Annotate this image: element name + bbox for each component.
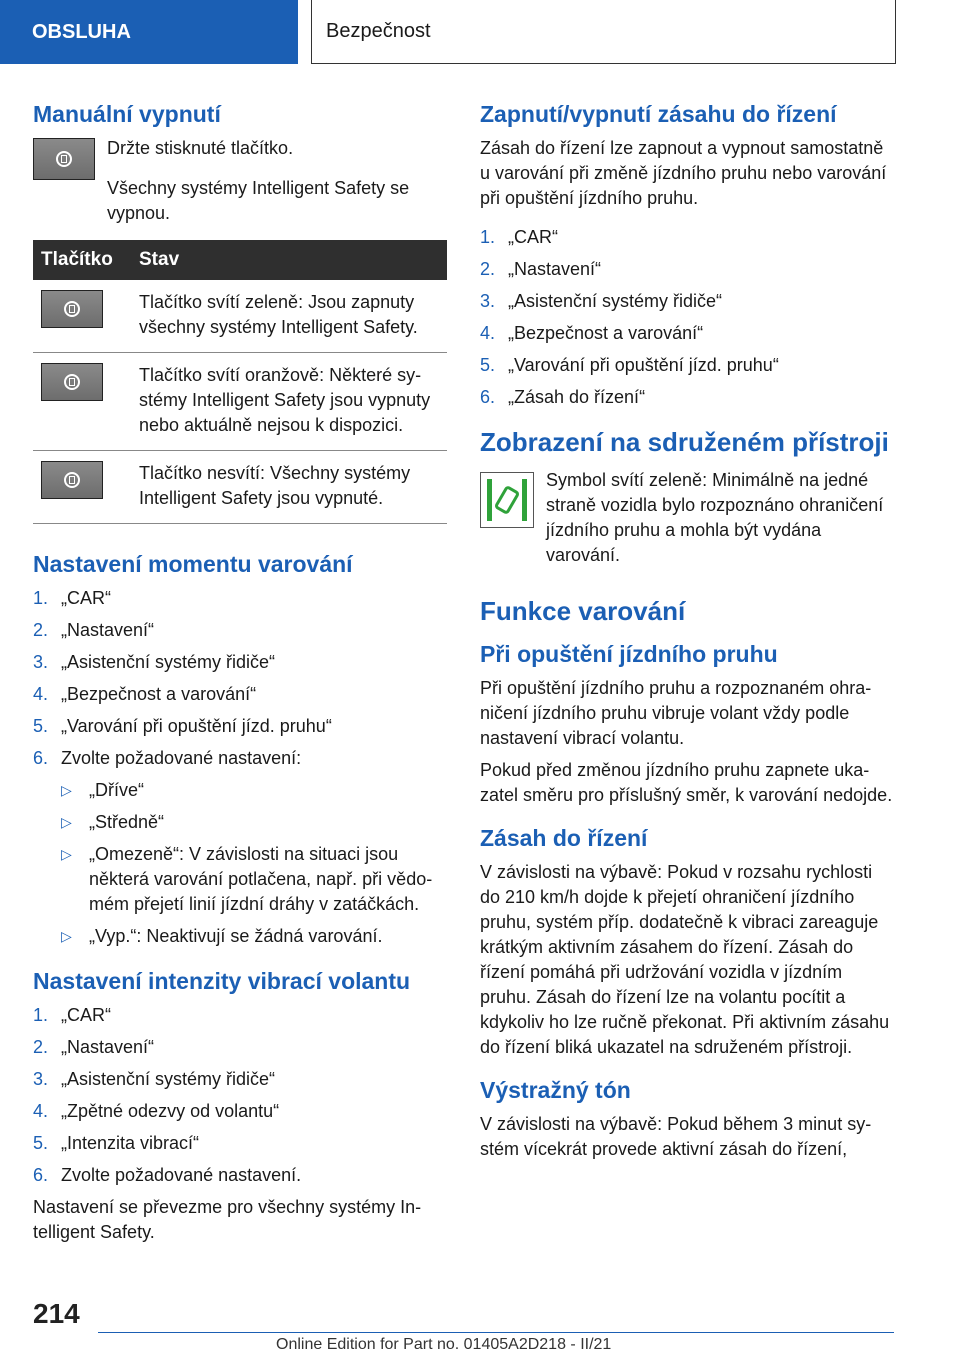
- steering-intervention-text: V závislosti na výbavě: Pokud v rozsahu rychlosti do 210 km/h dojde k přejetí ohraničení jízdního pruhu, systém příp. dodatečně k vibraci zareaguje krátkým aktivním zásahem do řízení. Zásah do řízení pomáhá při udržování vozidla v jízdním pruhu. Zásah do řízení lze na volantu pocítit a kdykoliv ho lze ručně překonat. Při aktivním zásahu do řízení bliká ukazatel na sdruženém přístroji.: [480, 862, 890, 1058]
- table-cell-state: Tlačítko svítí zeleně: Jsou zapnuty všechny systémy Intelligent Safety.: [131, 280, 447, 353]
- button-orange-icon: [41, 363, 103, 401]
- list-item: ▷ „Omezeně“: V závislosti na situaci jsou některá varování potlačena, např. při vědomém přejetí linií jízdní dráhy v zatáčkách.: [33, 842, 447, 917]
- list-item: 6. Zvolte požadované nastavení:: [33, 747, 302, 768]
- list-item: 6. Zvolte požadované nastavení.: [33, 1164, 302, 1185]
- triangle-bullet-icon: ▷: [61, 927, 72, 944]
- table-header-button: Tlačítko: [33, 240, 131, 280]
- list-item: 4. „Bezpečnost a varování“: [33, 683, 257, 704]
- page-number: 214: [33, 1298, 80, 1329]
- cluster-display-heading: Zobrazení na sdruženém přístroji: [480, 426, 889, 457]
- lane-departure-icon: [480, 472, 534, 528]
- steering-toggle-text: Zásah do řízení lze zapnout a vypnout samostatně u varování při změně jízdního pruhu nebo varování při opuštění jízdního pruhu.: [480, 137, 887, 208]
- manual-off-text-1: Držte stisknuté tlačítko.: [107, 137, 294, 158]
- left-column: [33, 100, 447, 1252]
- warning-tone-text: V závislosti na výbavě: Pokud během 3 minut systém vícekrát provede aktivní zásah do řízení,: [480, 1114, 872, 1160]
- list-item: 2. „Nastavení“: [33, 1036, 155, 1057]
- warning-moment-heading: Nastavení momentu varování: [33, 550, 353, 577]
- warning-moment-steps: [33, 586, 447, 949]
- section-title: Bezpečnost: [311, 0, 896, 64]
- vibration-intensity-steps: [33, 1003, 447, 1188]
- lane-departure-text-2: Pokud před změnou jízdního pruhu zapnete ukazatel směru pro příslušný směr, k varování nedojde.: [480, 760, 893, 806]
- list-item: 1. „CAR“: [480, 226, 558, 247]
- list-item: 5. „Varování při opuštění jízd. pruhu“: [480, 354, 779, 375]
- list-item: 6. „Zásah do řízení“: [480, 386, 646, 407]
- triangle-bullet-icon: ▷: [61, 845, 72, 862]
- steering-toggle-heading: Zapnutí/vypnutí zásahu do řízení: [480, 101, 837, 127]
- list-item: 1. „CAR“: [33, 587, 111, 608]
- table-cell-state: Tlačítko svítí oranžově: Některé systémy Intelligent Safety jsou vypnuty nebo aktuálně nejsou k dispozici.: [131, 352, 447, 450]
- warning-tone-heading: Výstražný tón: [480, 1077, 631, 1104]
- lane-departure-text-1: Při opuštění jízdního pruhu a rozpoznaném ohraničení jízdního pruhu vibruje volant vždy podle nastavení vibrací volantu.: [480, 678, 872, 749]
- vibration-intensity-note: Nastavení se převezme pro všechny systémy Intelligent Safety.: [33, 1196, 422, 1242]
- table-cell-state: Tlačítko nesvítí: Všechny systémy Intelligent Safety jsou vypnuté.: [131, 450, 447, 523]
- list-item: 2. „Nastavení“: [480, 258, 602, 279]
- chapter-tab: OBSLUHA: [0, 0, 298, 64]
- list-item: 5. „Varování při opuštění jízd. pruhu“: [33, 715, 332, 736]
- button-green-icon: [41, 290, 103, 328]
- list-item: 4. „Zpětné odezvy od volantu“: [33, 1100, 280, 1121]
- manual-off-row: [33, 136, 447, 180]
- steering-intervention-heading: Zásah do řízení: [480, 825, 648, 852]
- intelligent-safety-button-icon: [33, 138, 95, 180]
- triangle-bullet-icon: ▷: [61, 813, 72, 830]
- vibration-intensity-heading: Nastavení intenzity vibrací volantu: [33, 967, 411, 994]
- list-item: ▷ „Středně“: [33, 810, 447, 835]
- cluster-display-row: [480, 468, 894, 575]
- edition-note: Online Edition for Part no. 01405A2D218 - II/21: [276, 1336, 612, 1353]
- warning-functions-heading: Funkce varování: [480, 595, 686, 626]
- list-item: 2. „Nastavení“: [33, 619, 155, 640]
- right-column: [480, 100, 894, 1169]
- button-state-table: [33, 240, 447, 524]
- list-item: 4. „Bezpečnost a varování“: [480, 322, 704, 343]
- table-row: [33, 280, 447, 353]
- list-item: 1. „CAR“: [33, 1004, 111, 1025]
- table-row: [33, 450, 447, 523]
- list-item: ▷ „Vyp.“: Neaktivují se žádná varování.: [33, 924, 447, 949]
- lane-departure-heading: Při opuštění jízdního pruhu: [480, 641, 778, 668]
- list-item: 3. „Asistenční systémy řidiče“: [33, 1068, 276, 1089]
- steering-toggle-steps: [480, 225, 894, 410]
- manual-off-text-2: Všechny systémy Intelligent Safety se vypnou.: [107, 177, 410, 223]
- list-item: 3. „Asistenční systémy řidiče“: [33, 651, 276, 672]
- list-item: 3. „Asistenční systémy řidiče“: [480, 290, 723, 311]
- manual-off-heading: Manuální vypnutí: [33, 101, 221, 127]
- footer-divider: [98, 1332, 894, 1333]
- list-item: 5. „Intenzita vibrací“: [33, 1132, 200, 1153]
- button-off-icon: [41, 461, 103, 499]
- table-header-state: Stav: [131, 240, 447, 280]
- table-row: [33, 352, 447, 450]
- list-item: ▷ „Dříve“: [33, 778, 447, 803]
- cluster-display-text: Symbol svítí zeleně: Minimálně na jedné straně vozidla bylo rozpoznáno ohraničení jízdního pruhu a mohla být vydána varování.: [546, 469, 884, 565]
- triangle-bullet-icon: ▷: [61, 781, 72, 798]
